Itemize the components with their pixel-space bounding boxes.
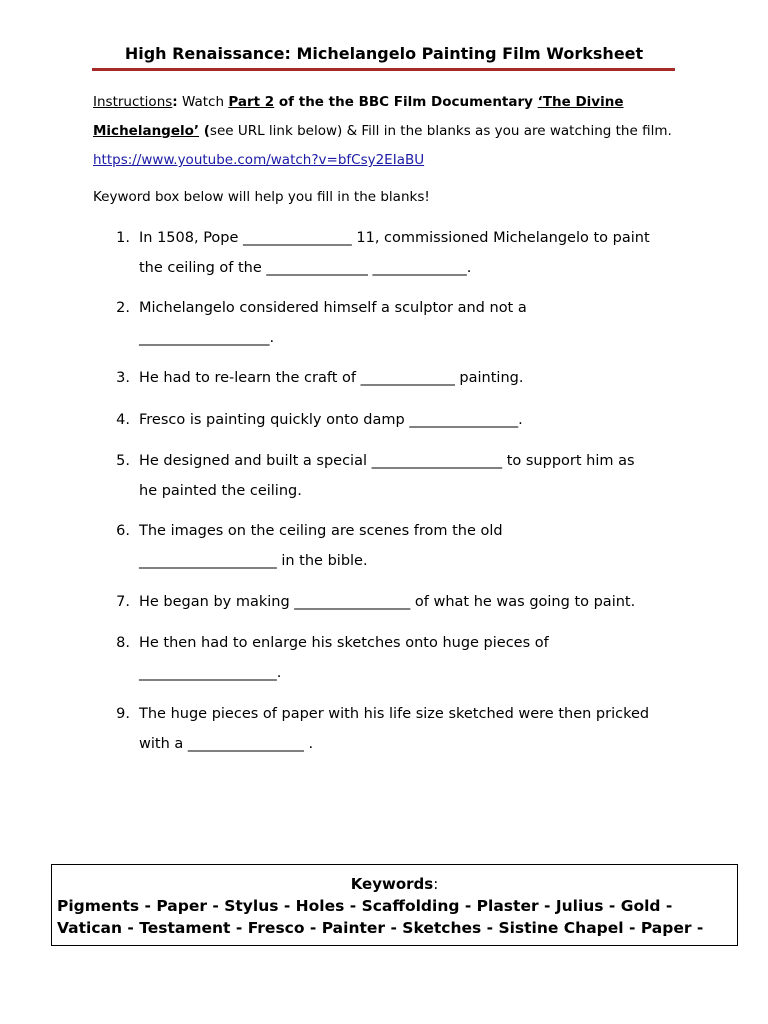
question-text: He had to re-learn the craft of _____________ painting. <box>139 370 524 386</box>
instructions <box>93 88 693 146</box>
question-text: In 1508, Pope _______________ 11, commissioned Michelangelo to paint the ceiling of the ______________ _____________. <box>139 230 650 276</box>
keyword-box <box>51 864 738 946</box>
film-title-1: ‘The Divine <box>537 94 624 110</box>
instructions-label: Instructions <box>93 94 173 110</box>
keywords-heading: Keywords: <box>350 875 439 893</box>
question-number: 7. <box>116 594 130 610</box>
question-text: He then had to enlarge his sketches onto huge pieces of ___________________. <box>139 635 549 681</box>
video-url-link[interactable]: https://www.youtube.com/watch?v=bfCsy2EIaBU <box>93 152 425 168</box>
question-number: 4. <box>116 412 130 428</box>
instructions-watch: Watch <box>177 94 229 110</box>
title-divider <box>92 68 675 71</box>
instructions-part: Part 2 <box>228 94 275 110</box>
question-number: 5. <box>116 453 130 469</box>
keywords-line-2: Vatican - Testament - Fresco - Painter - Sketches - Sistine Chapel - Paper - <box>57 919 704 937</box>
film-title-2: Michelangelo’ <box>93 123 200 139</box>
question-text: He designed and built a special __________________ to support him as he painted the ceiling. <box>139 453 635 499</box>
keyword-note: Keyword box below will help you fill in the blanks! <box>93 189 430 205</box>
instructions-colon: : <box>172 94 178 110</box>
question-text: Fresco is painting quickly onto damp _______________. <box>139 412 523 428</box>
question-number: 6. <box>116 523 130 539</box>
question-number: 3. <box>116 370 130 386</box>
question-number: 1. <box>116 230 130 246</box>
keywords-line-1: Pigments - Paper - Stylus - Holes - Scaffolding - Plaster - Julius - Gold - <box>57 897 673 915</box>
question-text: Michelangelo considered himself a sculptor and not a __________________. <box>139 300 527 346</box>
question-text: The huge pieces of paper with his life size sketched were then pricked with a ________________ . <box>139 706 650 752</box>
question-number: 2. <box>116 300 130 316</box>
question-text: The images on the ceiling are scenes from the old ___________________ in the bible. <box>139 523 503 569</box>
instructions-paren: ( <box>199 123 210 139</box>
question-text: He began by making ________________ of what he was going to paint. <box>139 594 636 610</box>
page-title: High Renaissance: Michelangelo Painting Film Worksheet <box>124 44 644 63</box>
instructions-film-text: of the the BBC Film Documentary <box>274 94 538 110</box>
question-number: 9. <box>116 706 130 722</box>
instructions-rest: see URL link below) & Fill in the blanks as you are watching the film. <box>209 123 672 139</box>
question-number: 8. <box>116 635 130 651</box>
